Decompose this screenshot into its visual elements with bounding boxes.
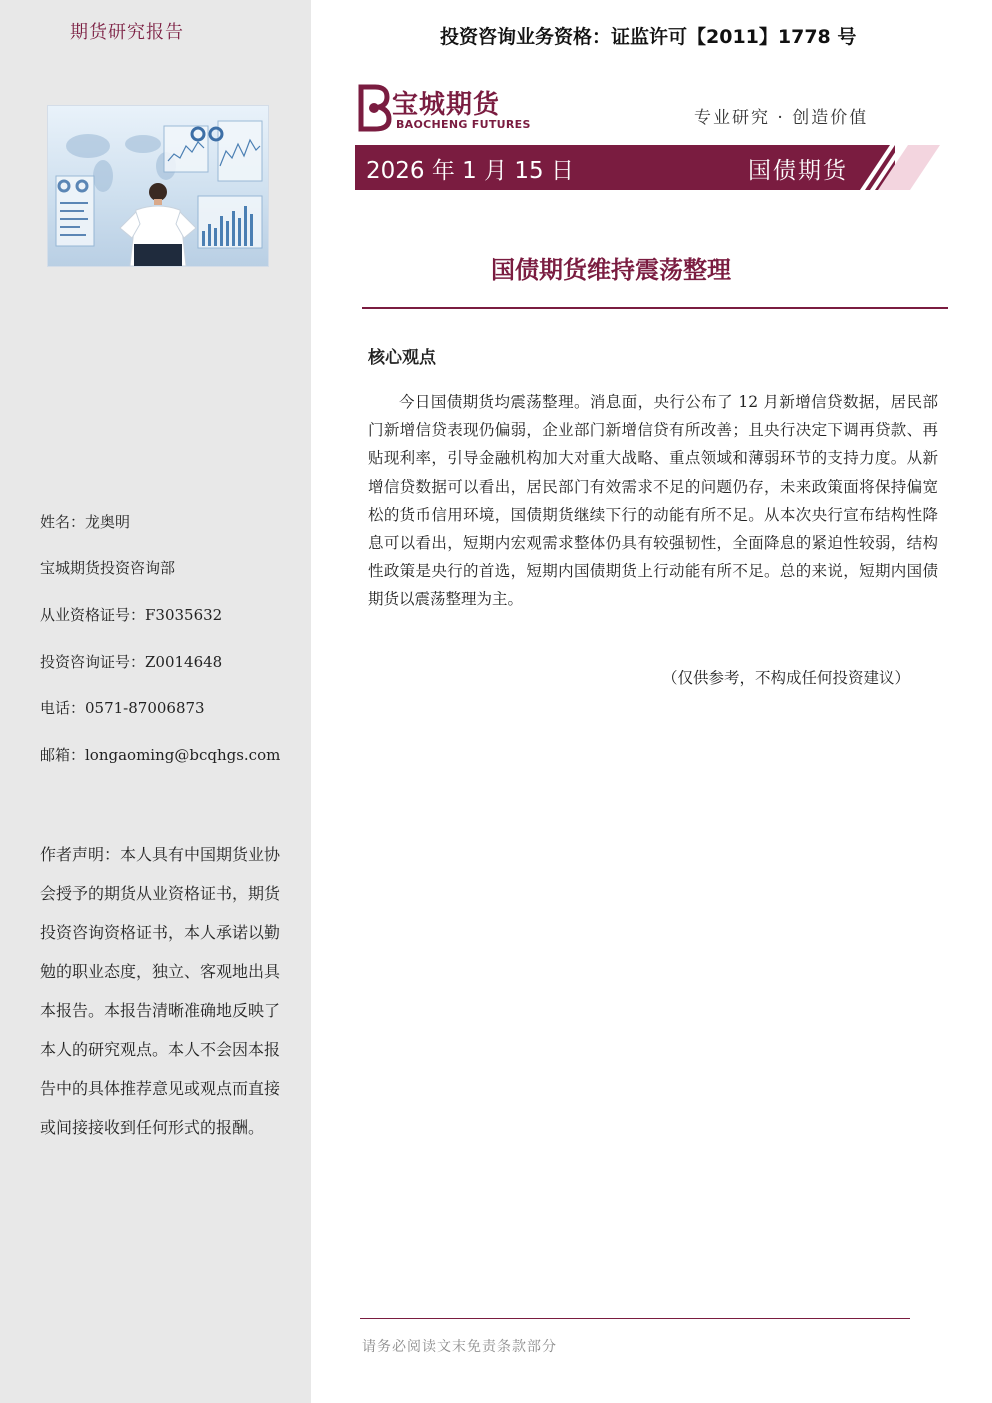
logo-chinese-name: 宝城期货 [392,90,501,120]
author-name: 姓名：龙奥明 [40,513,131,531]
author-consulting-number: 投资咨询证号：Z0014648 [40,653,223,671]
report-title: 国债期货维持震荡整理 [491,256,731,284]
sidebar-title: 期货研究报告 [70,22,184,43]
author-phone: 电话：0571-87006873 [40,699,205,717]
logo-english-name: BAOCHENG FUTURES [396,118,531,131]
banner-stripes-decoration [860,145,940,190]
footer-divider [360,1318,910,1319]
author-department: 宝城期货投资咨询部 [40,559,176,577]
report-date: 2026 年 1 月 15 日 [366,158,574,184]
hero-image [47,105,269,267]
core-view-heading: 核心观点 [368,348,436,368]
core-view-body: 今日国债期货均震荡整理。消息面，央行公布了 12 月新增信贷数据，居民部门新增信贷表现仍偏弱，企业部门新增信贷有所改善；且央行决定下调再贷款、再贴现利率，引导金融机构加大对重大战略、重点领域和薄弱环节的支持力度。从新增信贷数据可以看出，居民部门有效需求不足的问题仍存，未来政策面将保持偏宽松的货币信用环境，国债期货继续下行的动能有所不足。从本次央行宣布结构性降息可以看出，短期内宏观需求整体仍具有较强韧性，全面降息的紧迫性较弱，结构性政策是央行的首选，短期内国债期货上行动能有所不足。总的来说，短期内国债期货以震荡整理为主。 [368,393,938,609]
footer-note: 请务必阅读文末免责条款部分 [362,1339,557,1355]
sidebar [0,0,311,1403]
business-qualification: 投资咨询业务资格：证监许可【2011】1778 号 [440,26,857,48]
report-category: 国债期货 [748,158,848,184]
investment-disclaimer: （仅供参考，不构成任何投资建议） [662,669,911,687]
author-qualification-number: 从业资格证号：F3035632 [40,606,223,624]
company-slogan: 专业研究 · 创造价值 [694,108,869,128]
analyst-illustration [48,106,268,266]
author-declaration: 作者声明：本人具有中国期货业协会授予的期货从业资格证书，期货投资咨询资格证书，本人承诺以勤勉的职业态度，独立、客观地出具本报告。本报告清晰准确地反映了本人的研究观点。本人不会因本报告中的具体推荐意见或观点而直接或间接接收到任何形式的报酬。 [40,845,281,1137]
author-email: 邮箱：longaoming@bcqhgs.com [40,746,281,764]
title-divider [362,307,948,309]
